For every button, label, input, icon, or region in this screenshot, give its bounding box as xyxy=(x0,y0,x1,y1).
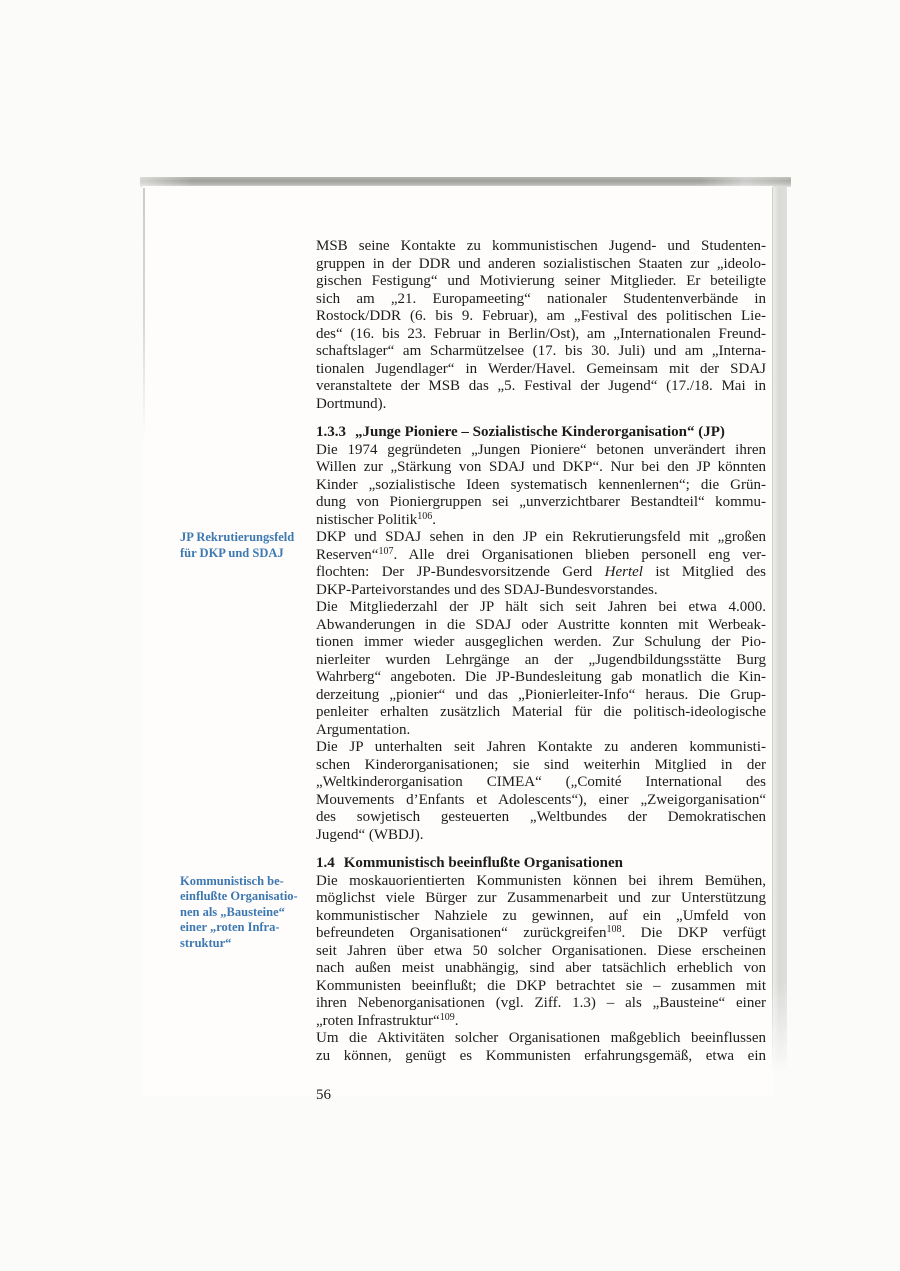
text-line: tionen immer wieder ausgeglichen werden. Zur Schulung der Pio- xyxy=(316,634,766,650)
footnote-reference: 109 xyxy=(439,1011,455,1023)
text-line: DKP-Parteivorstandes und des SDAJ-Bundesvorstandes. xyxy=(316,581,658,598)
text-line: Dortmund). xyxy=(316,395,387,412)
paragraph-block xyxy=(180,529,766,599)
page-number: 56 xyxy=(316,1087,331,1103)
text-line: flochten: Der JP-Bundesvorsitzende Gerd Hertel ist Mitglied des xyxy=(316,564,766,580)
text-line: Kommunisten beeinflußt; die DKP betrachtet sie – zusammen mit xyxy=(316,977,766,994)
text-line: kommunistischer Nahziele zu gewinnen, auf ein „Umfeld von xyxy=(316,907,766,924)
text-line: Reserven“$^{107}$. Alle drei Organisationen blieben personell eng ver- xyxy=(316,545,766,563)
text-line: DKP und SDAJ sehen in den JP ein Rekrutierungsfeld mit „großen xyxy=(316,529,766,545)
text-line: nistischer Politik$^{106}$. xyxy=(316,510,436,528)
text-line: befreundeten Organisationen“ zurückgreifen$^{108}$. Die DKP verfügt xyxy=(316,924,766,941)
text-line: nach außen meist unabhängig, sind aber tatsächlich erheblich von xyxy=(316,960,766,976)
section-heading-block xyxy=(180,424,766,442)
margin-note-line: nen als „Bausteine“ xyxy=(180,904,285,919)
text-line: des“ (16. bis 23. Februar in Berlin/Ost), am „Internationalen Freund- xyxy=(316,325,766,342)
text-line: Die moskauorientierten Kommunisten können bei ihrem Bemühen, xyxy=(316,872,766,889)
text-line: Argumentation. xyxy=(316,721,411,738)
body-paragraph xyxy=(316,529,766,599)
margin-note-line: Kommunistisch be- xyxy=(180,873,284,888)
text-line: nierleiter wurden Lehrgänge an der „Jugendbildungsstätte Burg xyxy=(316,651,766,668)
margin-note xyxy=(180,874,312,952)
margin-note-line: JP Rekrutierungsfeld xyxy=(180,530,295,544)
margin-note xyxy=(180,530,312,561)
text-line: Um die Aktivitäten solcher Organisationen maßgeblich beeinflussen xyxy=(316,1030,766,1046)
margin-note-line: struktur“ xyxy=(180,935,232,950)
body-paragraph xyxy=(316,873,766,1031)
text-line: ihren Nebenorganisationen (vgl. Ziff. 1.3) – als „Bausteine“ einer xyxy=(316,995,766,1011)
text-line: des sowjetisch gesteuerten „Weltbundes der Demokratischen xyxy=(316,809,766,825)
text-line: Rostock/DDR (6. bis 9. Februar), am „Festival des politischen Lie- xyxy=(316,308,766,324)
paragraph-block xyxy=(180,238,766,413)
paragraph-block xyxy=(180,1030,766,1065)
paragraph-block xyxy=(180,739,766,844)
text-line: gruppen in der DDR und anderen sozialistischen Staaten zur „ideolo- xyxy=(316,255,766,272)
body-paragraph xyxy=(316,599,766,739)
text-line: möglichst viele Bürger zur Zusammenarbeit und zur Unterstützung xyxy=(316,890,766,906)
text-line: Abwanderungen in die SDAJ oder Austritte konnten mit Werbeak- xyxy=(316,616,766,633)
body-paragraph xyxy=(316,442,766,530)
person-name-italic: Hertel xyxy=(604,564,643,580)
page-left-edge xyxy=(143,188,145,438)
text-line: Mouvements d’Enfants et Adolescents“), einer „Zweigorganisation“ xyxy=(316,791,766,808)
text-line: gischen Festigung“ und Motivierung seiner Mitglieder. Er beteiligte xyxy=(316,273,766,289)
text-line: Kinder „sozialistische Ideen systematisch kennenlernen“; die Grün- xyxy=(316,476,766,493)
text-line: sich am „21. Europameeting“ nationaler Studentenverbände in xyxy=(316,290,766,307)
paragraph-block xyxy=(180,873,766,1031)
body-paragraph xyxy=(316,1030,766,1065)
margin-note-line: einer „roten Infra- xyxy=(180,920,280,934)
text-line: MSB seine Kontakte zu kommunistischen Jugend- und Studenten- xyxy=(316,238,766,254)
text-line: Die JP unterhalten seit Jahren Kontakte zu anderen kommunisti- xyxy=(316,739,766,755)
text-line: seit Jahren über etwa 50 solcher Organisationen. Diese erscheinen xyxy=(316,942,766,959)
text-line: Wahrberg“ angeboten. Die JP-Bundesleitung gab monatlich die Kin- xyxy=(316,669,766,685)
margin-note-line: für DKP und SDAJ xyxy=(180,545,284,560)
footnote-reference: 107 xyxy=(378,545,394,557)
text-line: Die Mitgliederzahl der JP hält sich seit Jahren bei etwa 4.000. xyxy=(316,599,766,615)
page-content xyxy=(180,238,766,1105)
text-line: Die 1974 gegründeten „Jungen Pioniere“ betonen unverändert ihren xyxy=(316,441,766,458)
footnote-reference: 108 xyxy=(606,924,622,935)
section-title: Kommunistisch beeinflußte Organisationen xyxy=(343,855,623,871)
section-number: 1.3.3 xyxy=(316,424,346,440)
text-line: schen Kinderorganisationen; sie sind weiterhin Mitglied in der xyxy=(316,756,766,773)
text-line: „roten Infrastruktur“$^{109}$. xyxy=(316,1011,459,1029)
text-line: veranstaltete der MSB das „5. Festival der Jugend“ (17./18. Mai in xyxy=(316,378,766,394)
section-heading xyxy=(316,424,766,442)
paragraph-block xyxy=(180,599,766,739)
body-paragraph xyxy=(316,238,766,413)
paragraph-block xyxy=(180,442,766,530)
section-title: „Junge Pioniere – Sozialistische Kinderorganisation“ (JP) xyxy=(355,424,725,440)
margin-note-line: einflußte Organisatio- xyxy=(180,889,298,903)
text-line: „Weltkinderorganisation CIMEA“ („Comité International des xyxy=(316,774,766,790)
text-line: schaftslager“ am Scharmützelsee (17. bis 30. Juli) und am „Interna- xyxy=(316,343,766,359)
text-line: penleiter erhalten zusätzlich Material für die politisch-ideologische xyxy=(316,704,766,720)
page-right-edge-shadow xyxy=(772,187,787,1072)
text-line: Jugend“ (WBDJ). xyxy=(316,826,424,843)
section-heading xyxy=(316,855,766,873)
text-line: derzeitung „pionier“ und das „Pionierleiter-Info“ heraus. Die Grup- xyxy=(316,686,766,703)
section-heading-block xyxy=(180,855,766,873)
text-line: zu können, genügt es Kommunisten erfahrungsgemäß, etwa ein xyxy=(316,1047,766,1064)
section-number: 1.4 xyxy=(316,855,335,871)
text-line: dung von Pioniergruppen sei „unverzichtbarer Bestandteil“ kommu- xyxy=(316,494,766,510)
footnote-reference: 106 xyxy=(417,510,433,522)
text-line: Willen zur „Stärkung von SDAJ und DKP“. Nur bei den JP könnten xyxy=(316,459,766,475)
text-line: tionalen Jugendlager“ in Werder/Havel. Gemeinsam mit der SDAJ xyxy=(316,360,766,377)
body-paragraph xyxy=(316,739,766,844)
